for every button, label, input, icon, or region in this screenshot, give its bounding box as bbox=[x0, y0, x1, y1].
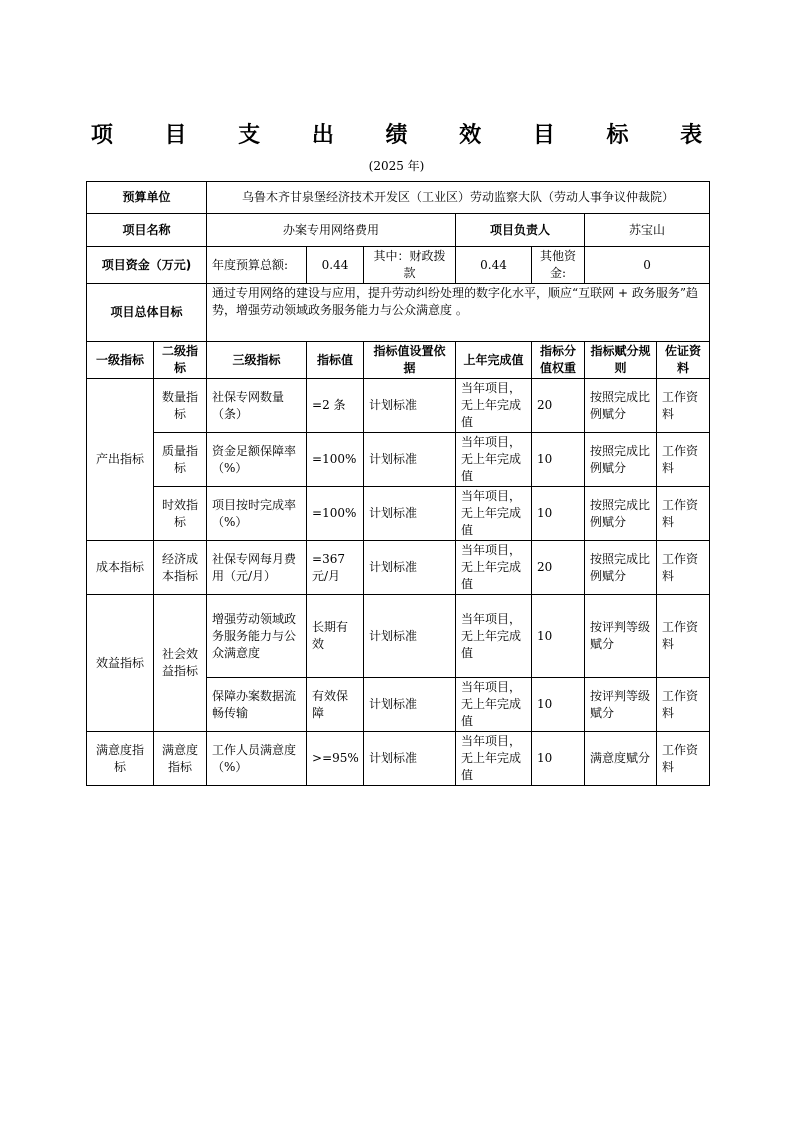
table-row bbox=[87, 379, 710, 433]
other-funds-label: 其他资金: bbox=[532, 247, 585, 284]
table-row bbox=[87, 433, 710, 487]
budget-unit-row bbox=[87, 182, 710, 214]
group-satisfaction: 满意度指标 bbox=[87, 732, 154, 786]
header-cell: 上年完成值 bbox=[456, 342, 532, 379]
level2-cell: 经济成本指标 bbox=[154, 541, 207, 595]
weight-cell: 10 bbox=[532, 433, 585, 487]
funds-row bbox=[87, 247, 710, 284]
fiscal-label: 其中：财政拨款 bbox=[364, 247, 456, 284]
value-cell: =100% bbox=[307, 433, 364, 487]
header-cell: 一级指标 bbox=[87, 342, 154, 379]
basis-cell: 计划标准 bbox=[364, 379, 456, 433]
goal-value: 通过专用网络的建设与应用，提升劳动纠纷处理的数字化水平，顺应“互联网 + 政务服务”趋势，增强劳动领域政务服务能力与公众满意度 。 bbox=[207, 284, 710, 342]
page-title: 项 目 支 出 绩 效 目 标 表 bbox=[90, 122, 725, 148]
table-row bbox=[87, 487, 710, 541]
table-row bbox=[87, 732, 710, 786]
basis-cell: 计划标准 bbox=[364, 678, 456, 732]
level2-cell: 时效指标 bbox=[154, 487, 207, 541]
goal-row bbox=[87, 284, 710, 342]
budget-unit-label: 预算单位 bbox=[87, 182, 207, 214]
evidence-cell: 工作资料 bbox=[657, 595, 710, 678]
rule-cell: 按照完成比例赋分 bbox=[585, 433, 657, 487]
basis-cell: 计划标准 bbox=[364, 433, 456, 487]
prev-cell: 当年项目，无上年完成值 bbox=[456, 678, 532, 732]
weight-cell: 20 bbox=[532, 379, 585, 433]
weight-cell: 10 bbox=[532, 732, 585, 786]
weight-cell: 10 bbox=[532, 678, 585, 732]
evidence-cell: 工作资料 bbox=[657, 732, 710, 786]
rule-cell: 按评判等级赋分 bbox=[585, 678, 657, 732]
prev-cell: 当年项目，无上年完成值 bbox=[456, 487, 532, 541]
level3-cell: 增强劳动领域政务服务能力与公众满意度 bbox=[207, 595, 307, 678]
rule-cell: 按照完成比例赋分 bbox=[585, 487, 657, 541]
rule-cell: 满意度赋分 bbox=[585, 732, 657, 786]
weight-cell: 20 bbox=[532, 541, 585, 595]
level3-cell: 工作人员满意度（%） bbox=[207, 732, 307, 786]
level3-cell: 资金足额保障率（%） bbox=[207, 433, 307, 487]
other-funds-value: 0 bbox=[585, 247, 710, 284]
value-cell: =367 元/月 bbox=[307, 541, 364, 595]
evidence-cell: 工作资料 bbox=[657, 379, 710, 433]
header-cell: 指标赋分规则 bbox=[585, 342, 657, 379]
value-cell: =2 条 bbox=[307, 379, 364, 433]
goal-label: 项目总体目标 bbox=[87, 284, 207, 342]
value-cell: 有效保障 bbox=[307, 678, 364, 732]
group-benefit: 效益指标 bbox=[87, 595, 154, 732]
header-cell: 二级指标 bbox=[154, 342, 207, 379]
level2-cell: 质量指标 bbox=[154, 433, 207, 487]
evidence-cell: 工作资料 bbox=[657, 541, 710, 595]
header-cell: 指标分值权重 bbox=[532, 342, 585, 379]
fiscal-value: 0.44 bbox=[456, 247, 532, 284]
rule-cell: 按照完成比例赋分 bbox=[585, 541, 657, 595]
project-name-row bbox=[87, 214, 710, 247]
performance-table bbox=[86, 181, 710, 786]
evidence-cell: 工作资料 bbox=[657, 433, 710, 487]
project-name-label: 项目名称 bbox=[87, 214, 207, 247]
basis-cell: 计划标准 bbox=[364, 487, 456, 541]
evidence-cell: 工作资料 bbox=[657, 678, 710, 732]
level2-cell: 数量指标 bbox=[154, 379, 207, 433]
table-row bbox=[87, 541, 710, 595]
prev-cell: 当年项目，无上年完成值 bbox=[456, 379, 532, 433]
header-row bbox=[87, 342, 710, 379]
level2-cell: 满意度指标 bbox=[154, 732, 207, 786]
level2-cell: 社会效益指标 bbox=[154, 595, 207, 732]
prev-cell: 当年项目，无上年完成值 bbox=[456, 732, 532, 786]
annual-budget-label: 年度预算总额: bbox=[207, 247, 307, 284]
prev-cell: 当年项目，无上年完成值 bbox=[456, 595, 532, 678]
group-output: 产出指标 bbox=[87, 379, 154, 541]
prev-cell: 当年项目，无上年完成值 bbox=[456, 433, 532, 487]
basis-cell: 计划标准 bbox=[364, 541, 456, 595]
table-row bbox=[87, 595, 710, 678]
value-cell: 长期有效 bbox=[307, 595, 364, 678]
project-name-value: 办案专用网络费用 bbox=[207, 214, 456, 247]
project-leader-label: 项目负责人 bbox=[456, 214, 585, 247]
project-leader-value: 苏宝山 bbox=[585, 214, 710, 247]
level3-cell: 社保专网每月费用（元/月） bbox=[207, 541, 307, 595]
annual-budget-value: 0.44 bbox=[307, 247, 364, 284]
rule-cell: 按照完成比例赋分 bbox=[585, 379, 657, 433]
weight-cell: 10 bbox=[532, 595, 585, 678]
header-cell: 三级指标 bbox=[207, 342, 307, 379]
level3-cell: 项目按时完成率（%） bbox=[207, 487, 307, 541]
level3-cell: 社保专网数量（条） bbox=[207, 379, 307, 433]
evidence-cell: 工作资料 bbox=[657, 487, 710, 541]
basis-cell: 计划标准 bbox=[364, 732, 456, 786]
basis-cell: 计划标准 bbox=[364, 595, 456, 678]
header-cell: 佐证资料 bbox=[657, 342, 710, 379]
funds-label: 项目资金（万元) bbox=[87, 247, 207, 284]
header-cell: 指标值设置依据 bbox=[364, 342, 456, 379]
prev-cell: 当年项目，无上年完成值 bbox=[456, 541, 532, 595]
year-label: (2025 年) bbox=[368, 159, 425, 173]
weight-cell: 10 bbox=[532, 487, 585, 541]
header-cell: 指标值 bbox=[307, 342, 364, 379]
budget-unit-value: 乌鲁木齐甘泉堡经济技术开发区（工业区）劳动监察大队（劳动人事争议仲裁院） bbox=[207, 182, 710, 214]
group-cost: 成本指标 bbox=[87, 541, 154, 595]
value-cell: >=95% bbox=[307, 732, 364, 786]
rule-cell: 按评判等级赋分 bbox=[585, 595, 657, 678]
level3-cell: 保障办案数据流畅传输 bbox=[207, 678, 307, 732]
value-cell: =100% bbox=[307, 487, 364, 541]
